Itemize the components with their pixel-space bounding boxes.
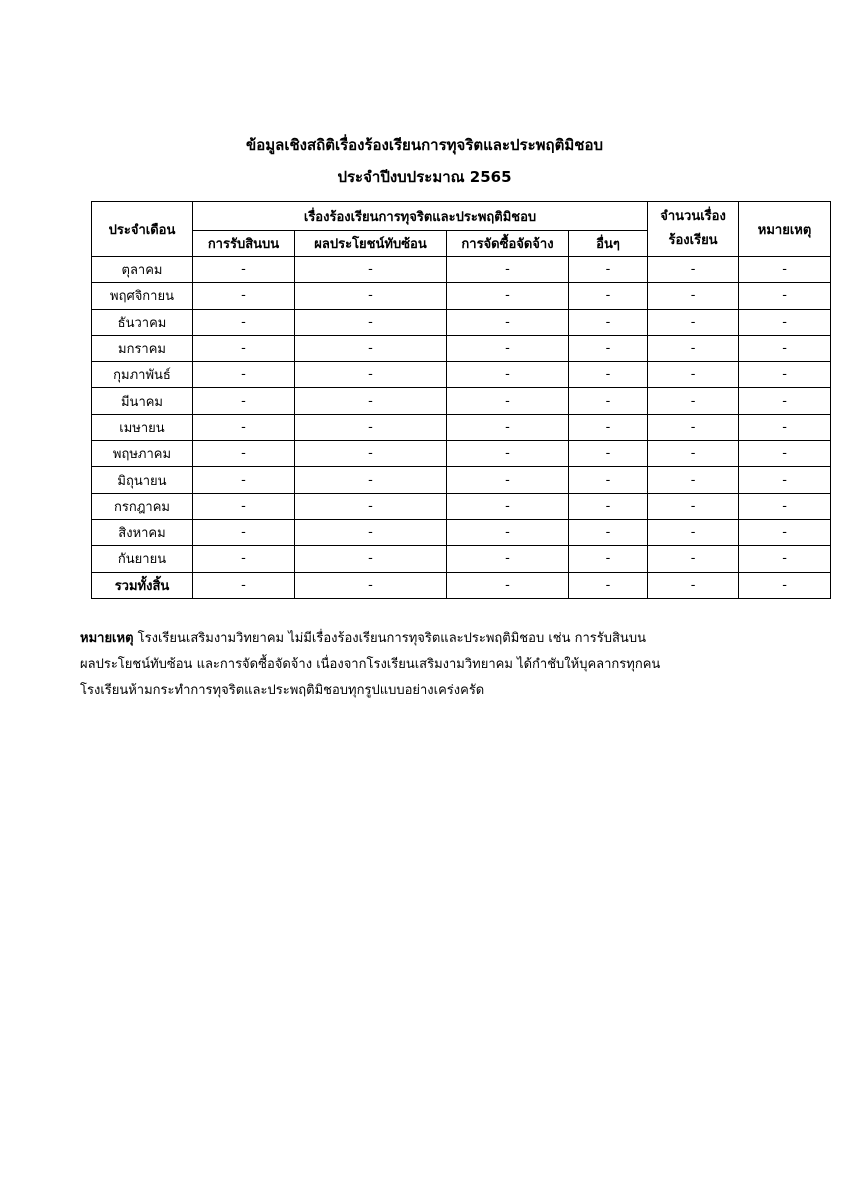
- header-complaint-group: เรื่องร้องเรียนการทุจริตและประพฤติมิชอบ: [193, 202, 648, 231]
- table-row: [92, 546, 831, 572]
- header-count-line2: ร้องเรียน: [668, 233, 718, 248]
- month-cell: มิถุนายน: [92, 467, 193, 493]
- bribery-cell: -: [193, 335, 295, 361]
- header-bribery: การรับสินบน: [193, 231, 295, 257]
- complaint-statistics-table: [91, 201, 831, 599]
- procurement-cell: -: [447, 257, 569, 283]
- procurement-cell: -: [447, 572, 569, 598]
- other-cell: -: [569, 283, 648, 309]
- month-cell: สิงหาคม: [92, 519, 193, 545]
- other-cell: -: [569, 388, 648, 414]
- count-cell: -: [648, 388, 739, 414]
- table-row: [92, 519, 831, 545]
- procurement-cell: -: [447, 493, 569, 519]
- table-row: [92, 388, 831, 414]
- procurement-cell: -: [447, 388, 569, 414]
- count-cell: -: [648, 309, 739, 335]
- remark-cell: -: [739, 283, 831, 309]
- month-cell: มกราคม: [92, 335, 193, 361]
- header-remark: หมายเหตุ: [739, 202, 831, 257]
- conflict-cell: -: [295, 283, 447, 309]
- month-cell: กุมภาพันธ์: [92, 362, 193, 388]
- header-month: ประจำเดือน: [92, 202, 193, 257]
- month-cell: ตุลาคม: [92, 257, 193, 283]
- bribery-cell: -: [193, 572, 295, 598]
- bribery-cell: -: [193, 257, 295, 283]
- remark-cell: -: [739, 546, 831, 572]
- note-line-2: ผลประโยชน์ทับซ้อน และการจัดซื้อจัดจ้าง เนื่องจากโรงเรียนเสริมงามวิทยาคม ได้กำชับให้บุคลากรทุกคน: [80, 657, 661, 672]
- document-subtitle: ประจำปีงบประมาณ 2565: [337, 168, 512, 186]
- conflict-cell: -: [295, 257, 447, 283]
- table-row: [92, 414, 831, 440]
- remark-cell: -: [739, 493, 831, 519]
- table-row: [92, 467, 831, 493]
- month-cell: พฤศจิกายน: [92, 283, 193, 309]
- month-cell: เมษายน: [92, 414, 193, 440]
- remark-cell: -: [739, 388, 831, 414]
- remark-cell: -: [739, 362, 831, 388]
- table-row: [92, 257, 831, 283]
- count-cell: -: [648, 441, 739, 467]
- procurement-cell: -: [447, 335, 569, 361]
- month-cell: พฤษภาคม: [92, 441, 193, 467]
- month-cell: มีนาคม: [92, 388, 193, 414]
- other-cell: -: [569, 441, 648, 467]
- remark-cell: -: [739, 335, 831, 361]
- note-line-3: โรงเรียนห้ามกระทำการทุจริตและประพฤติมิชอบทุกรูปแบบอย่างเคร่งครัด: [80, 683, 485, 698]
- conflict-cell: -: [295, 362, 447, 388]
- procurement-cell: -: [447, 414, 569, 440]
- bribery-cell: -: [193, 388, 295, 414]
- bribery-cell: -: [193, 414, 295, 440]
- procurement-cell: -: [447, 546, 569, 572]
- count-cell: -: [648, 519, 739, 545]
- other-cell: -: [569, 519, 648, 545]
- bribery-cell: -: [193, 309, 295, 335]
- count-cell: -: [648, 362, 739, 388]
- table-row: [92, 572, 831, 598]
- header-conflict-of-interest: ผลประโยชน์ทับซ้อน: [295, 231, 447, 257]
- remark-cell: -: [739, 441, 831, 467]
- remark-cell: -: [739, 257, 831, 283]
- count-cell: -: [648, 283, 739, 309]
- procurement-cell: -: [447, 441, 569, 467]
- conflict-cell: -: [295, 546, 447, 572]
- conflict-cell: -: [295, 441, 447, 467]
- header-other: อื่นๆ: [569, 231, 648, 257]
- note-text-1: โรงเรียนเสริมงามวิทยาคม ไม่มีเรื่องร้องเรียนการทุจริตและประพฤติมิชอบ เช่น การรับสินบน: [133, 631, 646, 646]
- remark-cell: -: [739, 309, 831, 335]
- remark-note: [80, 626, 780, 704]
- procurement-cell: -: [447, 309, 569, 335]
- document-title: ข้อมูลเชิงสถิติเรื่องร้องเรียนการทุจริตและประพฤติมิชอบ: [246, 136, 603, 154]
- month-cell: กรกฎาคม: [92, 493, 193, 519]
- month-cell: ธันวาคม: [92, 309, 193, 335]
- conflict-cell: -: [295, 335, 447, 361]
- conflict-cell: -: [295, 519, 447, 545]
- conflict-cell: -: [295, 388, 447, 414]
- header-count-line1: จำนวนเรื่อง: [660, 209, 726, 224]
- bribery-cell: -: [193, 441, 295, 467]
- month-cell: กันยายน: [92, 546, 193, 572]
- bribery-cell: -: [193, 283, 295, 309]
- other-cell: -: [569, 257, 648, 283]
- count-cell: -: [648, 335, 739, 361]
- procurement-cell: -: [447, 519, 569, 545]
- table-row: [92, 441, 831, 467]
- table-row: [92, 309, 831, 335]
- month-cell: รวมทั้งสิ้น: [92, 572, 193, 598]
- table-row: [92, 493, 831, 519]
- procurement-cell: -: [447, 283, 569, 309]
- note-line-1: [80, 626, 780, 652]
- remark-cell: -: [739, 414, 831, 440]
- remark-cell: -: [739, 519, 831, 545]
- conflict-cell: -: [295, 414, 447, 440]
- count-cell: -: [648, 414, 739, 440]
- count-cell: -: [648, 572, 739, 598]
- bribery-cell: -: [193, 467, 295, 493]
- header-procurement: การจัดซื้อจัดจ้าง: [447, 231, 569, 257]
- other-cell: -: [569, 546, 648, 572]
- note-label: หมายเหตุ: [80, 631, 134, 646]
- other-cell: -: [569, 572, 648, 598]
- procurement-cell: -: [447, 362, 569, 388]
- table-row: [92, 362, 831, 388]
- count-cell: -: [648, 257, 739, 283]
- other-cell: -: [569, 493, 648, 519]
- count-cell: -: [648, 546, 739, 572]
- conflict-cell: -: [295, 493, 447, 519]
- bribery-cell: -: [193, 546, 295, 572]
- table-row: [92, 283, 831, 309]
- table-row: [92, 335, 831, 361]
- bribery-cell: -: [193, 519, 295, 545]
- other-cell: -: [569, 414, 648, 440]
- conflict-cell: -: [295, 309, 447, 335]
- bribery-cell: -: [193, 493, 295, 519]
- other-cell: -: [569, 309, 648, 335]
- conflict-cell: -: [295, 572, 447, 598]
- other-cell: -: [569, 335, 648, 361]
- conflict-cell: -: [295, 467, 447, 493]
- remark-cell: -: [739, 467, 831, 493]
- count-cell: -: [648, 467, 739, 493]
- count-cell: -: [648, 493, 739, 519]
- other-cell: -: [569, 467, 648, 493]
- remark-cell: -: [739, 572, 831, 598]
- header-complaint-count: [648, 202, 739, 257]
- procurement-cell: -: [447, 467, 569, 493]
- other-cell: -: [569, 362, 648, 388]
- bribery-cell: -: [193, 362, 295, 388]
